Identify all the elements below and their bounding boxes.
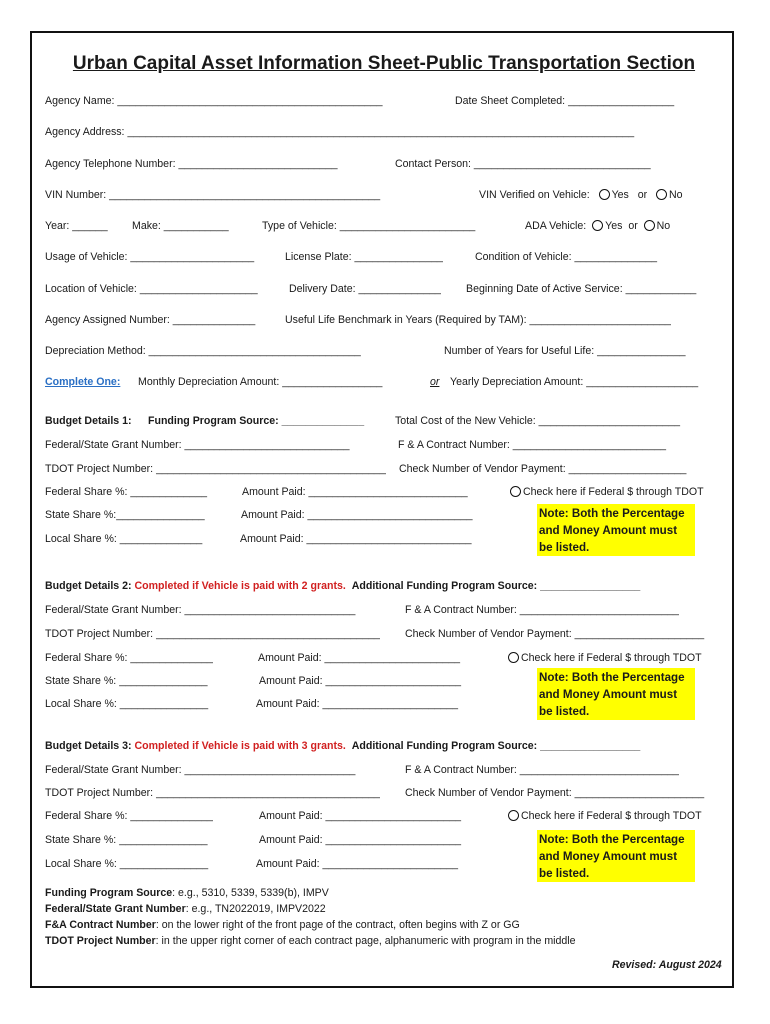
footnote-funding-source: Funding Program Source: e.g., 5310, 5339, 5339(b), IMPV [45,887,329,899]
depreciation-method-field[interactable]: Depreciation Method: ____________________________________ [45,345,361,357]
license-plate-field[interactable]: License Plate: _______________ [285,251,443,263]
budget1-total-cost-field[interactable]: Total Cost of the New Vehicle: ________________________ [395,415,681,427]
vin-verified-label: VIN Verified on Vehicle: [479,189,590,201]
budget3-fa-contract-field[interactable]: F & A Contract Number: ___________________________ [405,764,679,776]
budget2-fa-contract-field[interactable]: F & A Contract Number: ___________________________ [405,604,679,616]
footnote-fa-contract: F&A Contract Number: on the lower right of the front page of the contract, often begins with Z or GG [45,919,520,931]
vin-number-field[interactable]: VIN Number: ______________________________________________ [45,189,381,201]
or-label: or [430,376,440,388]
budget3-federal-paid-field[interactable]: Amount Paid: _______________________ [259,810,462,822]
budget3-check-federal-label: Check here if Federal $ through TDOT [521,810,702,822]
years-useful-life-field[interactable]: Number of Years for Useful Life: _______________ [444,345,686,357]
budget3-state-share-field[interactable]: State Share %: _______________ [45,834,208,846]
budget2-local-paid-field[interactable]: Amount Paid: _______________________ [256,698,459,710]
budget3-heading-row: Budget Details 3: Completed if Vehicle is paid with 3 grants. Additional Funding Program Source: _________________ [45,740,641,752]
ada-vehicle-label: ADA Vehicle: [525,220,587,232]
budget2-state-share-field[interactable]: State Share %: _______________ [45,675,208,687]
budget3-check-federal-radio[interactable] [508,810,519,821]
ada-or-label: or [628,220,638,232]
date-completed-field[interactable]: Date Sheet Completed: __________________ [455,95,675,107]
footnote-tdot-project: TDOT Project Number: in the upper right corner of each contract page, alphanumeric with program in the middle [45,935,576,947]
vin-or-label: or [637,189,648,201]
budget1-local-share-field[interactable]: Local Share %: ______________ [45,533,203,545]
beginning-date-field[interactable]: Beginning Date of Active Service: ____________ [466,283,697,295]
budget2-check-federal-label: Check here if Federal $ through TDOT [521,652,702,664]
budget1-source-field[interactable]: Funding Program Source: ______________ [148,415,365,427]
budget3-federal-share-field[interactable]: Federal Share %: ______________ [45,810,213,822]
budget3-local-paid-field[interactable]: Amount Paid: _______________________ [256,858,459,870]
vin-verified-group [479,189,683,202]
year-field[interactable]: Year: ______ [45,220,108,232]
delivery-date-field[interactable]: Delivery Date: ______________ [289,283,441,295]
agency-name-field[interactable]: Agency Name: _____________________________________________ [45,95,383,107]
budget1-tdot-project-field[interactable]: TDOT Project Number: _______________________________________ [45,463,386,475]
budget1-fa-contract-field[interactable]: F & A Contract Number: __________________________ [398,439,666,451]
budget2-federal-share-field[interactable]: Federal Share %: ______________ [45,652,213,664]
vin-yes-label: Yes [611,189,629,201]
page-title: Urban Capital Asset Information Sheet-Public Transportation Section [72,53,696,74]
budget1-check-federal-radio[interactable] [510,486,521,497]
condition-field[interactable]: Condition of Vehicle: ______________ [475,251,658,263]
budget3-check-number-field[interactable]: Check Number of Vendor Payment: ______________________ [405,787,705,799]
budget3-heading: Budget Details 3 [45,740,129,752]
assigned-number-field[interactable]: Agency Assigned Number: ______________ [45,314,256,326]
ada-yes-radio[interactable] [592,220,603,231]
budget3-tdot-project-field[interactable]: TDOT Project Number: ______________________________________ [45,787,380,799]
budget2-condition: Completed if Vehicle is paid with 2 grants. [134,580,346,592]
ada-no-label: No [656,220,671,232]
budget2-heading: Budget Details 2 [45,580,129,592]
usage-field[interactable]: Usage of Vehicle: _____________________ [45,251,255,263]
budget2-tdot-project-field[interactable]: TDOT Project Number: ______________________________________ [45,628,380,640]
agency-address-field[interactable]: Agency Address: ______________________________________________________________________________________ [45,126,635,138]
budget1-check-number-field[interactable]: Check Number of Vendor Payment: ____________________ [399,463,687,475]
budget2-heading-row: Budget Details 2: Completed if Vehicle is paid with 2 grants. Additional Funding Program Source: _________________ [45,580,641,592]
budget3-grant-number-field[interactable]: Federal/State Grant Number: _____________________________ [45,764,356,776]
budget2-source-field[interactable]: Additional Funding Program Source: _________________ [351,580,641,592]
budget1-state-share-field[interactable]: State Share %:_______________ [45,509,205,521]
budget2-check-number-field[interactable]: Check Number of Vendor Payment: ______________________ [405,628,705,640]
budget3-condition: Completed if Vehicle is paid with 3 grants. [134,740,346,752]
useful-life-field[interactable]: Useful Life Benchmark in Years (Required by TAM): ________________________ [285,314,671,326]
budget2-state-paid-field[interactable]: Amount Paid: _______________________ [259,675,462,687]
budget1-federal-paid-field[interactable]: Amount Paid: ___________________________ [242,486,468,498]
budget1-grant-number-field[interactable]: Federal/State Grant Number: ____________________________ [45,439,350,451]
budget2-local-share-field[interactable]: Local Share %: _______________ [45,698,209,710]
budget3-state-paid-field[interactable]: Amount Paid: _______________________ [259,834,462,846]
footnote-grant-number: Federal/State Grant Number: e.g., TN2022019, IMPV2022 [45,903,326,915]
budget2-check-federal-radio[interactable] [508,652,519,663]
monthly-dep-field[interactable]: Monthly Depreciation Amount: _________________ [138,376,383,388]
vin-no-radio[interactable] [656,189,667,200]
budget1-check-federal-label: Check here if Federal $ through TDOT [523,486,704,498]
contact-person-field[interactable]: Contact Person: ______________________________ [395,158,651,170]
budget1-state-paid-field[interactable]: Amount Paid: ____________________________ [241,509,473,521]
ada-vehicle-group [525,220,670,233]
revised-date: Revised: August 2024 [612,959,722,971]
vin-no-label: No [668,189,683,201]
vin-yes-radio[interactable] [599,189,610,200]
budget1-check-federal-group [510,486,704,499]
vehicle-type-field[interactable]: Type of Vehicle: _______________________ [262,220,476,232]
budget2-check-federal-group [508,652,702,665]
budget2-federal-paid-field[interactable]: Amount Paid: _______________________ [258,652,461,664]
ada-yes-label: Yes [605,220,623,232]
location-field[interactable]: Location of Vehicle: ____________________ [45,283,258,295]
budget3-check-federal-group [508,810,702,823]
budget1-heading: Budget Details 1: [45,415,132,427]
complete-one-label: Complete One: [45,376,121,388]
form-page [30,31,734,988]
budget3-local-share-field[interactable]: Local Share %: _______________ [45,858,209,870]
budget2-grant-number-field[interactable]: Federal/State Grant Number: _____________________________ [45,604,356,616]
budget2-note: Note: Both the Percentage and Money Amount must be listed. [537,668,695,720]
budget1-note: Note: Both the Percentage and Money Amount must be listed. [537,504,695,556]
make-field[interactable]: Make: ___________ [132,220,229,232]
budget3-source-field[interactable]: Additional Funding Program Source: _________________ [351,740,641,752]
budget1-federal-share-field[interactable]: Federal Share %: _____________ [45,486,207,498]
ada-no-radio[interactable] [644,220,655,231]
budget1-local-paid-field[interactable]: Amount Paid: ____________________________ [240,533,472,545]
yearly-dep-field[interactable]: Yearly Depreciation Amount: ___________________ [450,376,699,388]
budget3-note: Note: Both the Percentage and Money Amount must be listed. [537,830,695,882]
agency-phone-field[interactable]: Agency Telephone Number: ___________________________ [45,158,338,170]
